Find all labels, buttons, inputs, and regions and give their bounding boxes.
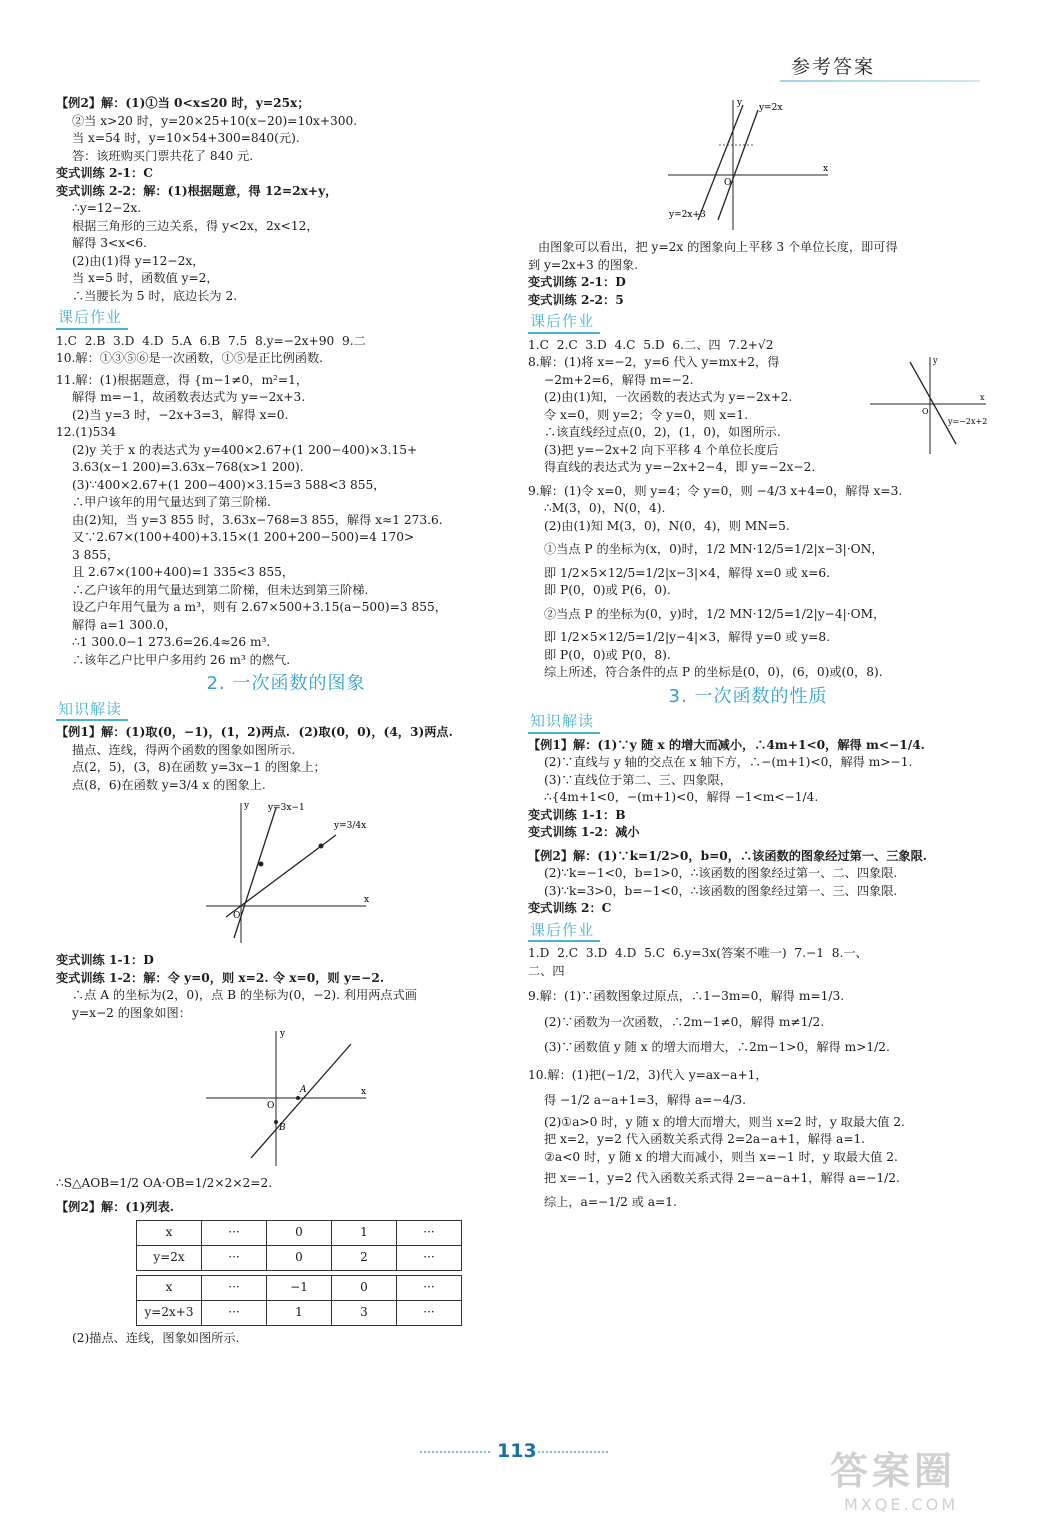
header-rule [780, 80, 980, 82]
point [319, 844, 324, 849]
header-title: 参考答案 [790, 56, 875, 78]
footer-dots-right [538, 1451, 608, 1454]
right-column [528, 95, 988, 1211]
graph-label: y [244, 801, 250, 811]
text-line: 8.解：(1)将 x=−2，y=6 代入 y=mx+2，得 [528, 355, 780, 369]
table-cell: 3 [332, 1301, 397, 1326]
text-line: ∴y=12−2x. [72, 201, 142, 215]
watermark-url: MXQE.COM [844, 1495, 959, 1514]
text-line: ∴{4m+1<0，−(m+1)<0，解得 −1<m<−1/4. [544, 790, 819, 804]
graph-label: O [724, 178, 732, 188]
text-line: ∴点 A 的坐标为(2，0)，点 B 的坐标为(0，−2). 利用两点式画 [72, 988, 417, 1002]
section-title: 2. 一次函数的图象 [206, 673, 366, 694]
table-cell: 0 [332, 1276, 397, 1301]
text-line: (2)y 关于 x 的表达式为 y=400×2.67+(1 200−400)×3.15+ [72, 442, 418, 457]
table-cell: ··· [397, 1221, 462, 1246]
page-number: 113 [497, 1440, 537, 1462]
text-line: 9.解：(1)∵函数图象过原点，∴1−3m=0，解得 m=1/3. [528, 989, 845, 1003]
table-row [137, 1301, 462, 1326]
table-row [137, 1221, 462, 1246]
text-line: ∴当腰长为 5 时，底边长为 2. [72, 288, 238, 303]
text-line: 【例2】解：(1)列表. [56, 1199, 175, 1214]
text-line: −2m+2=6，解得 m=−2. [544, 372, 694, 387]
text-line: ∴甲户该年的用气量达到了第三阶梯. [72, 495, 271, 509]
text-line: 10.解：(1)把(−1/2，3)代入 y=ax−a+1， [528, 1067, 768, 1082]
text-line: 答：该班购买门票共花了 840 元. [72, 148, 254, 163]
point-b [274, 1120, 278, 1124]
text-line: 9.解：(1)令 x=0，则 y=4；令 y=0，则 −4/3 x+4=0，解得 x=3. [528, 483, 903, 498]
left-column [56, 95, 516, 1348]
text-line: 1.C 2.B 3.D 4.D 5.A 6.B 7.5 8.y=−2x+90 9.二 [56, 333, 366, 348]
text-line: 当 x=54 时，y=10×54+300=840(元). [72, 131, 300, 145]
graph-label: y=−2x+2 [948, 417, 988, 426]
text-line: 【例2】解：(1)∵k=1/2>0，b=0，∴该函数的图象经过第一、三象限. [528, 848, 928, 863]
watermark [830, 1440, 1040, 1530]
line-y-2x2 [910, 362, 956, 444]
text-line: 变式训练 1-2：减小 [528, 825, 640, 839]
text-line: 得 −1/2 a−a+1=3，解得 a=−4/3. [544, 1093, 747, 1107]
graph-label: y [280, 1029, 286, 1039]
table-row [137, 1246, 462, 1271]
text-line: y=x−2 的图象如图： [72, 1005, 191, 1020]
graph-label: y=2x+3 [669, 210, 706, 220]
table-cell: ··· [202, 1276, 267, 1301]
point-a [296, 1096, 300, 1100]
text-line: 把 x=−1，y=2 代入函数关系式得 2=−a−a+1，解得 a=−1/2. [544, 1171, 900, 1185]
text-line: 变式训练 2-2：5 [528, 292, 624, 307]
graph-label: x [361, 1087, 367, 1097]
graph-y3x-1 [196, 798, 376, 948]
table-cell: 1 [332, 1221, 397, 1246]
page-header [0, 0, 1055, 90]
text-line: 3 855， [72, 547, 120, 562]
table-cell: x [137, 1276, 202, 1301]
text-line: 变式训练 1-2：解：令 y=0，则 x=2. 令 x=0，则 y=−2. [56, 970, 385, 985]
value-table-y2x [136, 1220, 462, 1271]
graph-label: y [933, 356, 938, 365]
knowledge-heading: 知识解读 [528, 713, 600, 734]
graph-label: O [233, 911, 241, 921]
text-line: 到 y=2x+3 的图象. [528, 257, 639, 272]
line-yx-2 [251, 1044, 351, 1158]
text-line: (3)把 y=−2x+2 向下平移 4 个单位长度后 [544, 442, 779, 457]
text-line: 解得 a=1 300.0， [72, 617, 177, 632]
text-line: 点(2，5)，(3，8)在函数 y=3x−1 的图象上； [72, 760, 326, 774]
text-line: 变式训练 2-1：D [528, 275, 626, 289]
point [259, 862, 264, 867]
homework-heading: 课后作业 [528, 922, 600, 943]
table-cell: −1 [267, 1276, 332, 1301]
text-line: 11.解：(1)根据题意，得 {m−1≠0，m²=1， [56, 372, 309, 387]
table-cell: ··· [202, 1221, 267, 1246]
graph-y-2x2 [868, 354, 988, 459]
text-line: (3)∵函数值 y 随 x 的增大而增大，∴2m−1>0，解得 m>1/2. [544, 1040, 890, 1054]
table-cell: x [137, 1221, 202, 1246]
text-line: 变式训练 1-1：B [528, 807, 626, 822]
text-line: 变式训练 2-2：解：(1)根据题意，得 12=2x+y， [56, 183, 338, 198]
table-cell: ··· [202, 1246, 267, 1271]
text-line: 解得 3<x<6. [72, 236, 147, 250]
text-line: 1.D 2.C 3.D 4.D 5.C 6.y=3x(答案不唯一) 7.−1 8.一、 [528, 946, 868, 960]
text-line: 即 P(0，0)或 P(6，0). [544, 583, 671, 597]
table-cell: ··· [397, 1246, 462, 1271]
text-line: 变式训练 1-1：D [56, 953, 154, 967]
graph-label: x [823, 164, 829, 174]
text-line: ②当 x>20 时，y=20×25+10(x−20)=10x+300. [72, 113, 358, 128]
text-line: 变式训练 2：C [528, 901, 612, 915]
text-line: 综上，a=−1/2 或 a=1. [544, 1194, 677, 1209]
text-line: ①当点 P 的坐标为(x，0)时，1/2 MN·12/5=1/2|x−3|·ON， [544, 542, 884, 556]
section-title: 3. 一次函数的性质 [668, 685, 828, 707]
homework-heading: 课后作业 [56, 309, 128, 330]
text-line: 解得 m=−1，故函数表达式为 y=−2x+3. [72, 390, 306, 404]
graph-label: y=3/4x [334, 821, 367, 831]
homework-heading: 课后作业 [528, 313, 600, 334]
graph-y2x [663, 95, 833, 235]
text-line: 当 x=5 时，函数值 y=2， [72, 271, 219, 285]
table-cell: 0 [267, 1246, 332, 1271]
text-line: 即 1/2×5×12/5=1/2|y−4|×3，解得 y=0 或 y=8. [544, 630, 831, 644]
q8-block [528, 354, 988, 477]
text-line: 【例1】解：(1)取(0，−1)，(1，2)两点. (2)取(0，0)，(4，3)两点. [56, 725, 453, 739]
table-cell: ··· [397, 1301, 462, 1326]
text-line: 且 2.67×(100+400)=1 335<3 855， [72, 565, 295, 579]
text-line: 即 P(0，0)或 P(0，8). [544, 647, 671, 662]
text-line: (2)描点、连线，图象如图所示. [72, 1331, 240, 1345]
knowledge-heading: 知识解读 [56, 701, 128, 722]
text-line: 1.C 2.C 3.D 4.C 5.D 6.二、四 7.2+√2 [528, 337, 774, 352]
graph-yx-2 [201, 1026, 371, 1171]
text-line: 10.解：①③⑤⑥是一次函数，①⑤是正比例函数. [56, 351, 324, 365]
text-line: 得直线的表达式为 y=−2x+2−4，即 y=−2x−2. [544, 460, 816, 474]
text-line: 由图象可以看出，把 y=2x 的图象向上平移 3 个单位长度，即可得 [538, 240, 898, 254]
table-cell: ··· [397, 1276, 462, 1301]
table-cell: 0 [267, 1221, 332, 1246]
text-line: 点(8，6)在函数 y=3/4 x 的图象上. [72, 777, 266, 792]
text-line: 把 x=2，y=2 代入函数关系式得 2=2a−a+1，解得 a=1. [544, 1132, 866, 1146]
graph-label: O [267, 1101, 275, 1111]
text-line: 令 x=0，则 y=2；令 y=0，则 x=1. [544, 407, 749, 422]
text-line: (2)∵直线与 y 轴的交点在 x 轴下方，∴−(m+1)<0，解得 m>−1. [544, 755, 913, 769]
text-line: (2)∵函数为一次函数，∴2m−1≠0，解得 m≠1/2. [544, 1014, 825, 1029]
text-line: 描点、连线，得两个函数的图象如图所示. [72, 742, 296, 757]
text-line: (2)①a>0 时，y 随 x 的增大而增大，则当 x=2 时，y 取最大值 2. [544, 1114, 905, 1129]
footer-dots-left [420, 1451, 490, 1454]
text-line: ∴乙户该年的用气量达到第二阶梯，但未达到第三阶梯. [72, 582, 369, 597]
table-cell: 1 [267, 1301, 332, 1326]
text-line: 设乙户年用气量为 a m³，则有 2.67×500+3.15(a−500)=3 855， [72, 600, 447, 614]
text-line: 根据三角形的三边关系，得 y<2x，2x<12， [72, 218, 319, 233]
text-line: 变式训练 2-1：C [56, 166, 153, 180]
text-line: 【例2】解：(1)①当 0<x≤20 时，y=25x； [56, 96, 310, 110]
table-cell: ··· [202, 1301, 267, 1326]
value-table-y2x3 [136, 1275, 462, 1326]
graph-label: A [300, 1085, 307, 1095]
graph-label: x [364, 895, 370, 905]
text-line: ∴1 300.0−1 273.6=26.4≈26 m³. [72, 635, 271, 649]
graph-label: y=3x−1 [268, 803, 305, 813]
text-line: ∴该年乙户比甲户多用约 26 m³ 的燃气. [72, 652, 291, 667]
graph-label: O [922, 407, 929, 416]
line-y2x3 [698, 105, 743, 220]
watermark-logo: 答案圈 [830, 1449, 957, 1493]
graph-label: y=2x [759, 103, 783, 113]
text-line: 【例1】解：(1)∵y 随 x 的增大而减小，∴4m+1<0，解得 m<−1/4. [528, 737, 925, 752]
graph-label: x [980, 393, 985, 402]
table-cell: y=2x [137, 1246, 202, 1271]
text-line: (3)∵直线位于第二、三、四象限， [544, 772, 732, 787]
text-line: (2)由(1)知 M(3，0)，N(0，4)，则 MN=5. [544, 518, 790, 533]
text-line: 3.63(x−1 200)=3.63x−768(x>1 200). [72, 460, 304, 474]
text-line: (3)∵400×2.67+(1 200−400)×3.15=3 588<3 855， [72, 477, 386, 492]
text-line: (2)由(1)得 y=12−2x， [72, 253, 205, 268]
text-line: 12.(1)534 [56, 425, 116, 439]
text-line: (2)∵k=−1<0，b=1>0，∴该函数的图象经过第一、二、四象限. [544, 866, 898, 880]
table-cell: 2 [332, 1246, 397, 1271]
text-line: ∴M(3，0)，N(0，4). [544, 501, 666, 515]
text-line: ②a<0 时，y 随 x 的增大而减小，则当 x=−1 时，y 取最大值 2. [544, 1149, 898, 1164]
graph-label: y [737, 98, 743, 108]
table-row [137, 1276, 462, 1301]
text-line: 由(2)知，当 y=3 855 时，3.63x−768=3 855，解得 x≈1 273.6. [72, 512, 443, 527]
table-cell: y=2x+3 [137, 1301, 202, 1326]
text-line: ②当点 P 的坐标为(0，y)时，1/2 MN·12/5=1/2|y−4|·OM， [544, 606, 886, 621]
text-line: ∴该直线经过点(0，2)，(1，0)，如图所示. [544, 425, 781, 439]
text-line: 二、四 [528, 963, 565, 978]
text-line: (2)由(1)知，一次函数的表达式为 y=−2x+2. [544, 390, 793, 404]
text-line: 即 1/2×5×12/5=1/2|x−3|×4，解得 x=0 或 x=6. [544, 565, 830, 580]
graph-label: B [279, 1123, 286, 1133]
line-y2x [718, 110, 758, 220]
text-line: ∴S△AOB=1/2 OA·OB=1/2×2×2=2. [56, 1176, 273, 1190]
text-line: (2)当 y=3 时，−2x+3=3，解得 x=0. [72, 407, 289, 422]
text-line: 综上所述，符合条件的点 P 的坐标是(0，0)，(6，0)或(0，8). [544, 665, 883, 679]
text-line: 又∵2.67×(100+400)+3.15×(1 200+200−500)=4 170> [72, 530, 415, 544]
text-line: (3)∵k=3>0，b=−1<0，∴该函数的图象经过第一、三、四象限. [544, 883, 898, 898]
